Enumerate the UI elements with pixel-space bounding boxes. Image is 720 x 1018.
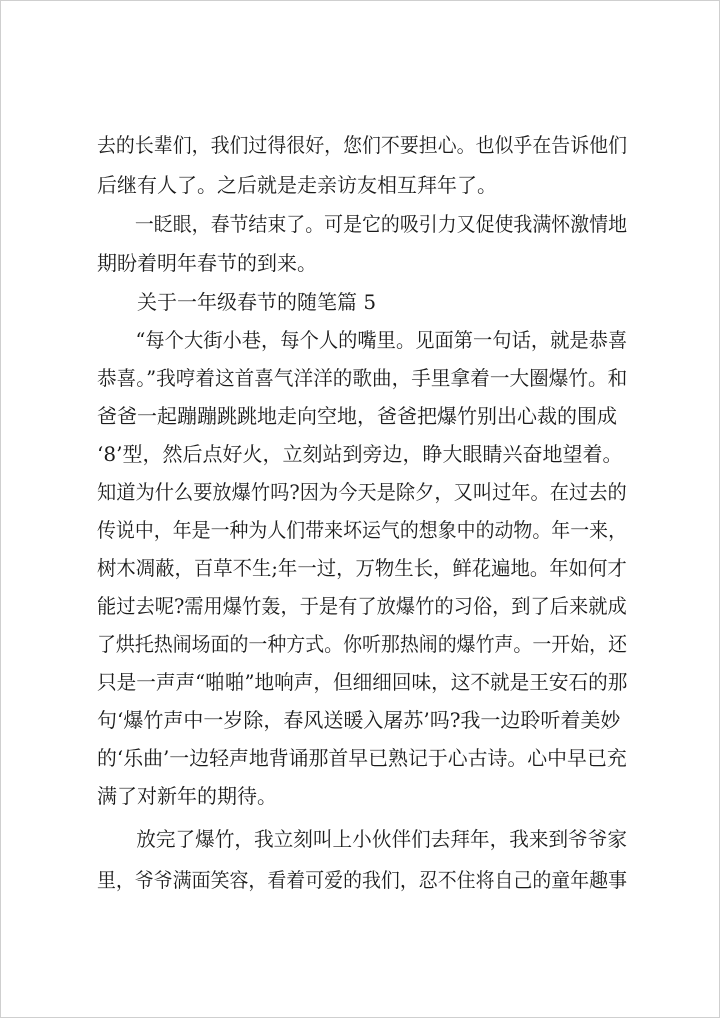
text-line: 传说中，年是一种为人们带来坏运气的想象中的动物。年一来， [97,518,627,542]
text-line: 能过去呢?需用爆竹轰，于是有了放爆竹的习俗，到了后来就成 [97,594,627,618]
text-line: “每个大街小巷，每个人的嘴里。见面第一句话，就是恭喜 [97,328,628,352]
text-line: 句‘爆竹声中一岁除，春风送暖入屠苏’吗?我一边聆听着美妙 [97,708,621,732]
text-line: 后继有人了。之后就是走亲访友相互拜年了。 [97,173,497,197]
text-line: 期盼着明年春节的到来。 [97,251,317,275]
text-line: ‘8’型，然后点好火，立刻站到旁边，睁大眼睛兴奋地望着。 [97,442,623,466]
text-line: 里，爷爷满面笑容，看着可爱的我们，忍不住将自己的童年趣事 [97,868,627,892]
text-line: 恭喜。”我哼着这首喜气洋洋的歌曲，手里拿着一大圈爆竹。和 [97,366,628,390]
text-line: 知道为什么要放爆竹吗?因为今天是除夕，又叫过年。在过去的 [97,480,627,504]
text-line: 的‘乐曲’一边轻声地背诵那首早已熟记于心古诗。心中早已充 [97,746,627,770]
text-line: 了烘托热闹场面的一种方式。你听那热闹的爆竹声。一开始，还 [97,632,627,656]
text-line: 满了对新年的期待。 [97,784,277,808]
section-heading: 关于一年级春节的随笔篇 5 [97,290,377,314]
text-line: 树木凋蔽，百草不生;年一过，万物生长，鲜花遍地。年如何才 [97,556,627,580]
text-line: 只是一声声“啪啪”地响声，但细细回味，这不就是王安石的那 [97,670,628,694]
text-line: 爸爸一起蹦蹦跳跳地走向空地，爸爸把爆竹别出心裁的围成 [97,404,617,428]
text-line: 去的长辈们，我们过得很好，您们不要担心。也似乎在告诉他们 [97,133,627,157]
text-line: 一眨眼，春节结束了。可是它的吸引力又促使我满怀激情地 [97,212,627,236]
text-line: 放完了爆竹，我立刻叫上小伙伴们去拜年，我来到爷爷家 [97,827,627,851]
